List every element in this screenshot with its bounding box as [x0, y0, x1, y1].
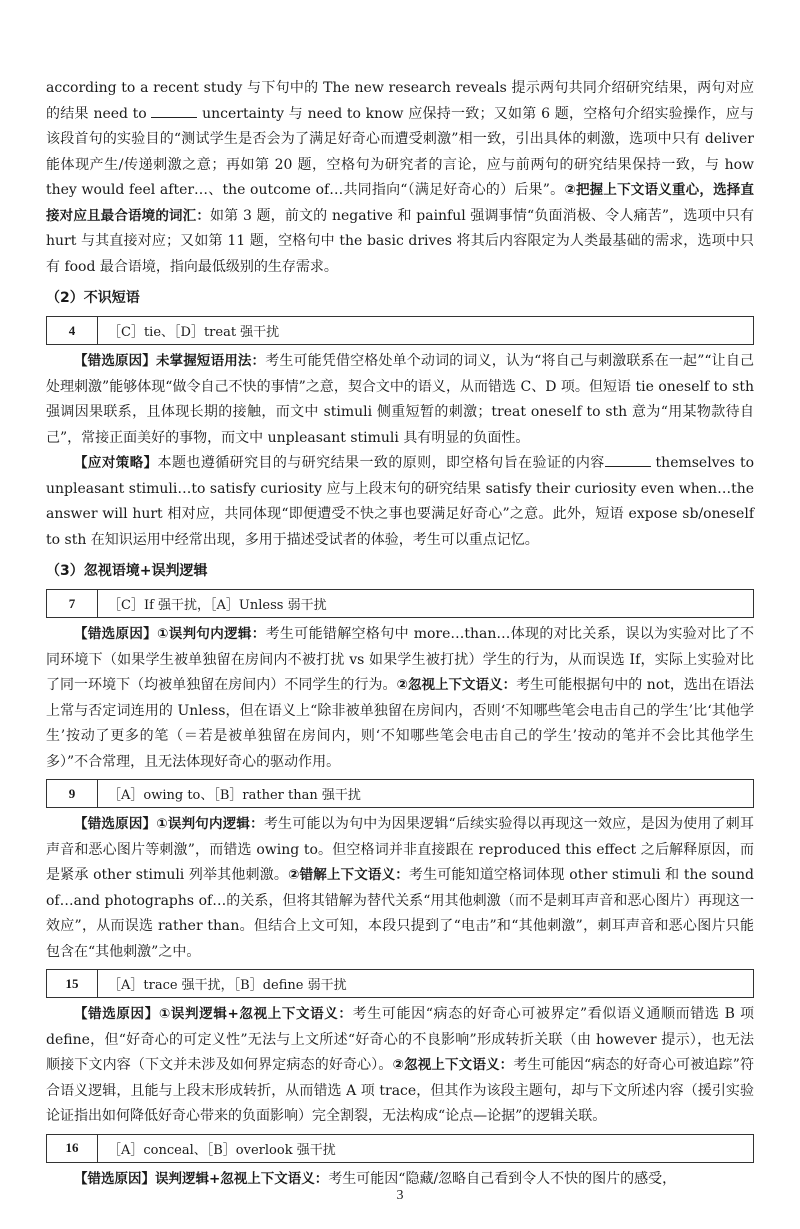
reason-point-1: ①误判逻辑+忽视上下文语义：: [158, 1006, 353, 1022]
question-number: 9: [47, 780, 98, 807]
intro-paragraph: [46, 76, 754, 280]
strategy-text-1: 本题也遵循研究目的与研究结果一致的原则，即空格句旨在验证的内容: [157, 455, 605, 471]
intro-text-1: according to a recent study 与下句中的 The new research reveals 提示两句共同介绍研究结果，两句对应的结果 need to: [46, 80, 754, 122]
q4-strategy-paragraph: [46, 451, 754, 553]
question-answer: ［A］owing to、［B］rather than 强干扰: [108, 788, 361, 803]
question-number: 15: [47, 970, 98, 997]
reason-text-2: 考生可能因“病态的好奇心可被追踪”符合语义逻辑，且能与上段末形成转折，从而错选 A 项 trace，但其作为该段主题句，却与下文所述内容（援引实验论证指出如何降低好奇心带来的负面影响）完全割裂，无法构成“论点—论据”的逻辑关联。: [46, 1057, 754, 1124]
reason-text-1: 考生可能因“病态的好奇心可被界定”看似语义通顺而错选 B 项 define，但“好奇心的可定义性”无法与上文所述“好奇心的不良影响”形成转折关联（由 however 提示），也无法顺接下文内容（下文并未涉及如何界定病态的好奇心）。: [46, 1006, 754, 1073]
question-number: 16: [47, 1135, 98, 1162]
reason-label: 【错选原因】: [74, 626, 157, 642]
reason-label: 【错选原因】未掌握短语用法：: [74, 353, 266, 369]
reason-text-1: 考生可能因“隐藏/忽略自己看到令人不快的图片的感受，: [328, 1170, 677, 1187]
question-number: 7: [47, 590, 98, 617]
q4-reason-paragraph: [46, 349, 754, 451]
q15-reason-paragraph: [46, 1002, 754, 1130]
question-answer: ［C］tie、［D］treat 强干扰: [108, 325, 280, 340]
question-answer: ［A］trace 强干扰，［B］define 弱干扰: [108, 978, 347, 993]
intro-bold: ②把握上下文语义重心，选择直接对应且最合语境的词汇：: [46, 182, 754, 224]
reason-point-2: ②错解上下文语义：: [288, 867, 409, 883]
answer-blank: [605, 454, 651, 467]
q9-reason-paragraph: [46, 812, 754, 965]
intro-text-3: 如第 3 题，前文的 negative 和 painful 强调事情“负面消极、令人痛苦”，选项中只有 hurt 与其直接对应；又如第 11 题，空格句中 the basic drives 将其后内容限定为人类最基础的需求，选项中只有 food 最合语境，指向最低级别的生存需求。: [46, 207, 755, 275]
reason-point-1: ①误判句内逻辑：: [156, 816, 264, 832]
reason-text-1: 考生可能错解空格句中 more…than…体现的对比关系，误以为实验对比了不同环境下（如果学生被单独留在房间内不被打扰 vs 如果学生被打扰）学生的行为，从而误选 If，实际上实验对比了同一环境下（均被单独留在房间内）不同学生的行为。: [46, 626, 755, 693]
page-content: [46, 76, 754, 1192]
question-answer: ［C］If 强干扰，［A］Unless 弱干扰: [108, 598, 327, 613]
section-3-heading: （3）忽视语境+误判逻辑: [46, 563, 208, 579]
q7-reason-paragraph: [46, 622, 754, 775]
reason-point-1: 误判逻辑+忽视上下文语义：: [155, 1170, 329, 1187]
question-box-4: [46, 316, 754, 345]
reason-text-2: 考生可能知道空格词体现 other stimuli 和 the sound of…and photographs of…的关系，但将其错解为替代关系“用其他刺激（而不是刺耳声音和恶心图片）再现这一效应”，从而误选 rather than。但结合上文可知，本段只提到了“电击”和“其他刺激”，刺耳声音和恶心图片只能包含在“其他刺激”之中。: [46, 867, 755, 960]
strategy-text-2: themselves to unpleasant stimuli…to satisfy curiosity 应与上段末句的研究结果 satisfy their curiosity even when…the answer will hurt 相对应，共同体现“即便遭受不快之事也要满足好奇心”之意。此外，短语 expose sb/oneself to sth 在知识运用中经常出现，多用于描述受试者的体验，考生可以重点记忆。: [46, 455, 755, 548]
reason-point-2: ②忽视上下文语义：: [392, 1057, 514, 1073]
reason-text: 考生可能凭借空格处单个动词的词义，认为“将自己与刺激联系在一起”“让自己处理刺激”能够体现“做令自己不快的事情”之意，契合文中的语义，从而错选 C、D 项。但短语 tie oneself to sth 强调因果联系，且体现长期的接触，而文中 stimuli 侧重短暂的刺激；treat oneself to sth 意为“用某物款待自己”，常接正面美好的事物，而文中 unpleasant stimuli 具有明显的负面性。: [46, 353, 754, 446]
section-2-heading: （2）不识短语: [46, 290, 140, 306]
question-number: 4: [47, 317, 98, 344]
question-box-16: [46, 1134, 754, 1163]
reason-point-1: ①误判句内逻辑：: [157, 626, 266, 642]
question-box-15: [46, 969, 754, 998]
reason-label: 【错选原因】: [74, 1006, 159, 1022]
reason-label: 【错选原因】: [74, 1170, 155, 1187]
reason-text-1: 考生可能以为句中为因果逻辑“后续实验得以再现这一效应，是因为使用了刺耳声音和恶心图片等刺激”，而错选 owing to。但空格词并非直接跟在 reproduced this effect 之后解释原因，而是紧承 other stimuli 列举其他刺激。: [46, 816, 755, 883]
answer-blank: [151, 105, 197, 118]
reason-point-2: ②忽视上下文语义：: [396, 677, 517, 693]
strategy-label: 【应对策略】: [74, 455, 158, 471]
intro-text-2: uncertainty 与 need to know 应保持一致；又如第 6 题，空格句介绍实验操作，应与该段首句的实验目的“测试学生是否会为了满足好奇心而遭受刺激”相一致，引出具体的刺激，选项中只有 deliver 能体现产生/传递刺激之意；再如第 20 题，空格句为研究者的言论，应与前两句的研究结果保持一致，与 how they would feel after…、the outcome of…共同指向“（满足好奇心的）后果”。: [46, 105, 754, 198]
question-box-7: [46, 589, 754, 618]
question-box-9: [46, 779, 754, 808]
page-number: 3: [396, 1188, 404, 1203]
reason-label: 【错选原因】: [74, 816, 157, 832]
reason-text-2: 考生可能根据句中的 not，选出在语法上常与否定词连用的 Unless，但在语义上“除非被单独留在房间内，否则‘不知哪些笔会电击自己的学生’比‘其他学生’按动了更多的笔（＝若是被单独留在房间内，则‘不知哪些笔会电击自己的学生’按动的笔并不会比其他学生多）”不合常理，且无法体现好奇心的驱动作用。: [46, 677, 754, 770]
question-answer: ［A］conceal、［B］overlook 强干扰: [108, 1142, 336, 1158]
